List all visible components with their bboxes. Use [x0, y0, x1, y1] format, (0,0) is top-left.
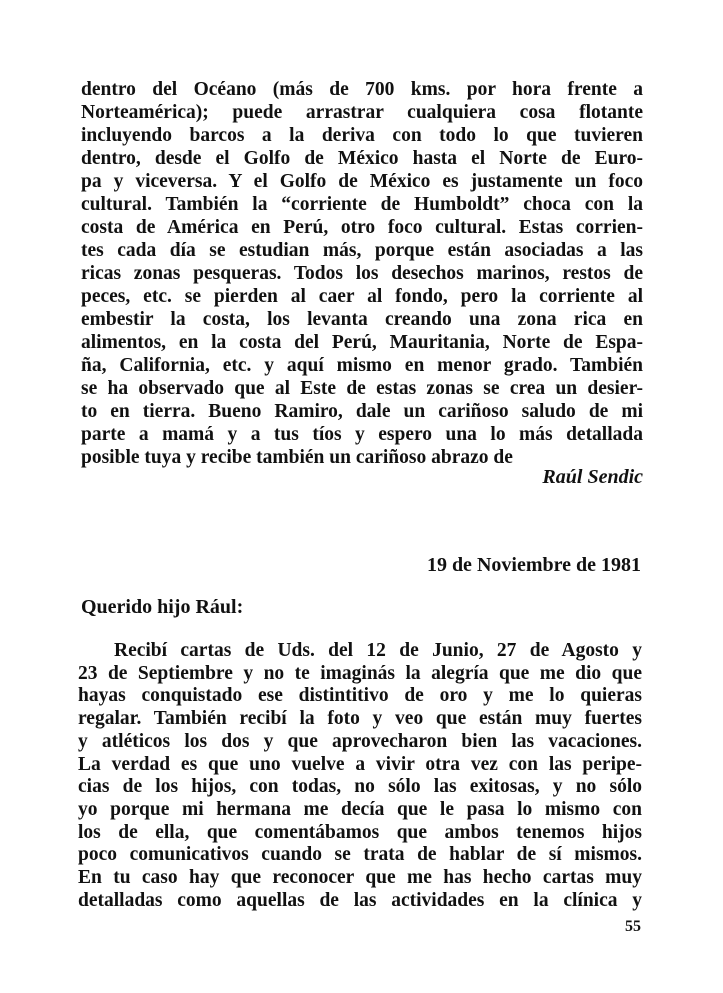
text-line: detalladas como aquellas de las actividades en la clínica y	[78, 889, 642, 911]
text-line: embestir la costa, los levanta creando una zona rica en	[81, 309, 643, 330]
text-line: y atléticos los dos y que aprovecharon bien las vacaciones.	[78, 730, 642, 752]
text-line: cultural. También la “corriente de Humboldt” choca con la	[81, 194, 643, 215]
letter-1-body	[81, 78, 643, 469]
text-line: to en tierra. Bueno Ramiro, dale un cariñoso saludo de mi	[81, 401, 643, 422]
text-line: los de ella, que comentábamos que ambos tenemos hijos	[78, 821, 642, 843]
text-line: regalar. También recibí la foto y veo que están muy fuertes	[78, 708, 642, 730]
signature: Raúl Sendic	[542, 466, 643, 488]
text-line: dentro del Océano (más de 700 kms. por hora frente a	[81, 79, 643, 100]
text-line: ña, California, etc. y aquí mismo en menor grado. También	[81, 355, 643, 376]
text-line: cias de los hijos, con todas, no sólo las exitosas, y no sólo	[78, 776, 642, 798]
letter-2-paragraph	[78, 640, 642, 912]
text-line: peces, etc. se pierden al caer al fondo, pero la corriente al	[81, 286, 643, 307]
letter-1-paragraph	[81, 78, 643, 469]
text-line: posible tuya y recibe también un cariñoso abrazo de	[81, 447, 513, 468]
letter-date: 19 de Noviembre de 1981	[426, 554, 641, 576]
letter-2-body	[78, 640, 642, 912]
text-line: hayas conquistado ese distintitivo de oro y me lo quieras	[78, 685, 642, 707]
text-line: yo porque mi hermana me decía que le pasa lo mismo con	[78, 798, 642, 820]
page-number: 55	[625, 918, 641, 935]
text-line: incluyendo barcos a la deriva con todo lo que tuvieren	[81, 125, 643, 146]
text-line: ricas zonas pesqueras. Todos los desechos marinos, restos de	[81, 263, 643, 284]
text-line: Recibí cartas de Uds. del 12 de Junio, 27 de Agosto y	[114, 640, 642, 661]
text-line: dentro, desde el Golfo de México hasta el Norte de Euro-	[81, 148, 643, 169]
text-line: tes cada día se estudian más, porque están asociadas a las	[81, 240, 643, 261]
text-line: 23 de Septiembre y no te imaginás la alegría que me dio que	[78, 662, 642, 684]
text-line: Norteamérica); puede arrastrar cualquiera cosa flotante	[81, 102, 643, 123]
salutation: Querido hijo Rául:	[81, 596, 244, 618]
text-line: pa y viceversa. Y el Golfo de México es justamente un foco	[81, 171, 643, 192]
text-line: En tu caso hay que reconocer que me has hecho cartas muy	[78, 867, 642, 889]
text-line: poco comunicativos cuando se trata de hablar de sí mismos.	[78, 844, 642, 866]
text-line: La verdad es que uno vuelve a vivir otra vez con las peripe-	[78, 753, 642, 775]
text-line: parte a mamá y a tus tíos y espero una lo más detallada	[81, 424, 643, 445]
text-line: costa de América en Perú, otro foco cultural. Estas corrien-	[81, 217, 643, 238]
text-line: alimentos, en la costa del Perú, Mauritania, Norte de Espa-	[81, 332, 643, 353]
text-line: se ha observado que al Este de estas zonas se crea un desier-	[81, 378, 643, 399]
